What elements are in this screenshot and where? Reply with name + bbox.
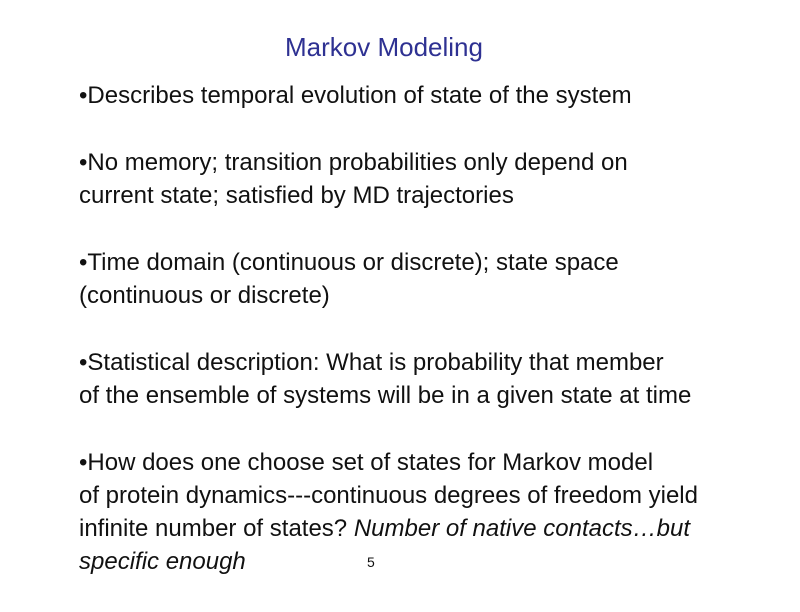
bullet-text-line: •Describes temporal evolution of state of the system	[79, 82, 632, 109]
bullet-text-line	[79, 512, 800, 545]
bullet-text-line	[79, 545, 800, 578]
bullet-text-line: current state; satisfied by MD trajectories	[79, 182, 514, 209]
bullet-text-line: of protein dynamics---continuous degrees of freedom yield	[79, 482, 698, 509]
bullet-item	[79, 446, 800, 578]
slide-title: Markov Modeling	[285, 32, 483, 62]
bullet-text-line: •No memory; transition probabilities only depend on	[79, 149, 628, 176]
bullet-text-line: •Statistical description: What is probability that member	[79, 349, 664, 376]
bullet-text-line: (continuous or discrete)	[79, 282, 330, 309]
bullet-text-line: •Time domain (continuous or discrete); state space	[79, 249, 619, 276]
bullet-item	[79, 346, 800, 412]
bullet-text-line: of the ensemble of systems will be in a given state at time	[79, 382, 692, 409]
bullet-text-line: •How does one choose set of states for Markov model	[79, 449, 654, 476]
bullet-item	[79, 79, 800, 112]
italic-text-segment: specific enough	[79, 548, 246, 575]
bullet-list	[79, 79, 800, 612]
page-number: 5	[367, 554, 375, 570]
italic-text-segment: Number of native contacts…but	[353, 515, 690, 542]
bullet-item	[79, 246, 800, 312]
bullet-item	[79, 146, 800, 212]
bullet-text-segment: infinite number of states?	[79, 515, 354, 542]
